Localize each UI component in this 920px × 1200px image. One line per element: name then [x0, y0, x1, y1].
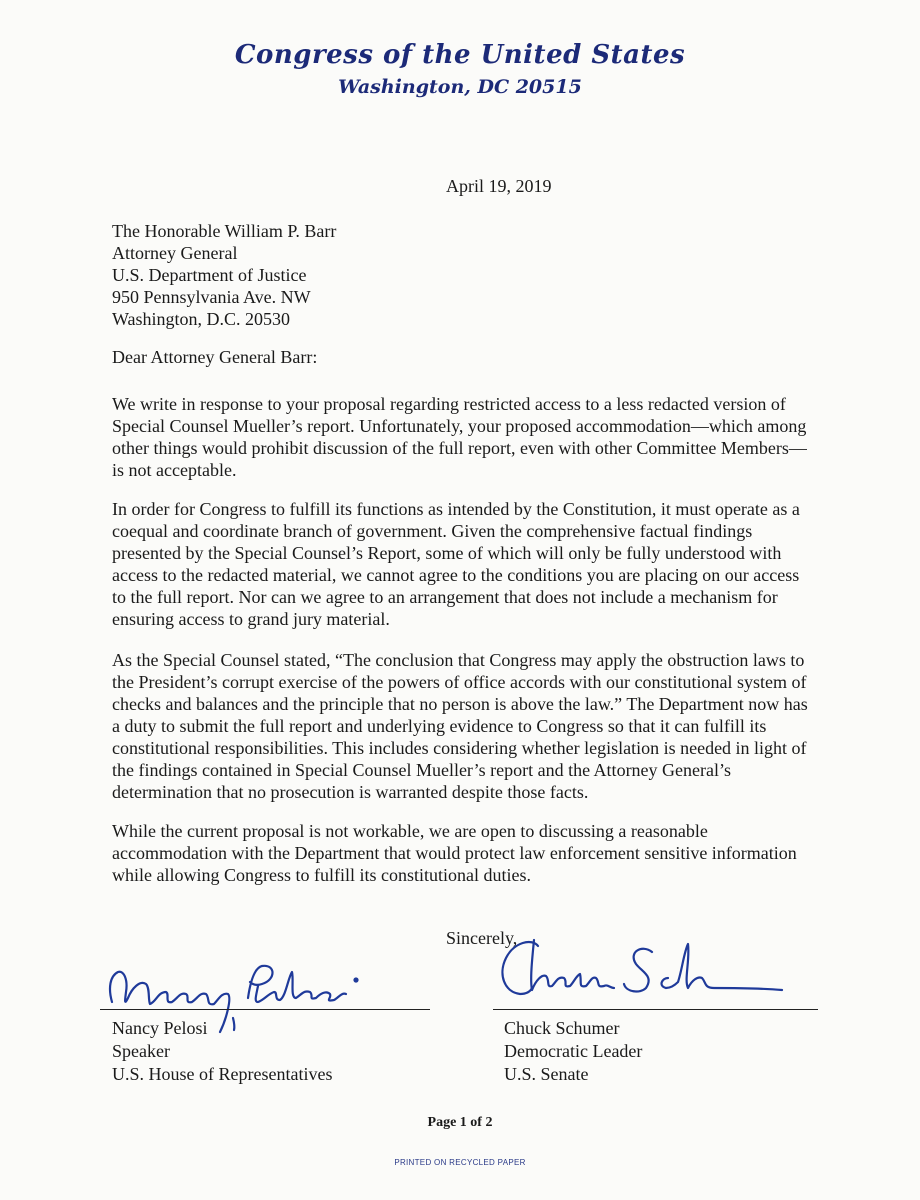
paragraph-line: is not acceptable.: [112, 460, 237, 480]
signatory-name: Nancy Pelosi: [112, 1018, 208, 1038]
signatory-org: U.S. Senate: [504, 1064, 589, 1084]
paragraph-line: to the full report. Nor can we agree to an arrangement that does not include a mechanism for: [112, 587, 778, 607]
body-paragraph: [112, 820, 832, 886]
paragraph-line: accommodation with the Department that would protect law enforcement sensitive information: [112, 843, 797, 863]
paragraph-line: the President’s corrupt exercise of the powers of office accords with our constitutional system of: [112, 672, 807, 692]
paragraph-line: determination that no prosecution is warranted despite those facts.: [112, 782, 589, 802]
paragraph-line: while allowing Congress to fulfill its constitutional duties.: [112, 865, 531, 885]
paragraph-line: Special Counsel Mueller’s report. Unfortunately, your proposed accommodation—which among: [112, 416, 807, 436]
letter-date: April 19, 2019: [446, 176, 552, 196]
body-paragraph: [112, 393, 832, 481]
recycled-paper-footer: PRINTED ON RECYCLED PAPER: [394, 1158, 526, 1167]
signature-line: [493, 1009, 818, 1010]
paragraph-line: In order for Congress to fulfill its functions as intended by the Constitution, it must operate as a: [112, 499, 800, 519]
recipient-address: [112, 220, 336, 330]
paragraph-line: other things would prohibit discussion of the full report, even with other Committee Members—: [112, 438, 807, 458]
recipient-line: U.S. Department of Justice: [112, 265, 307, 285]
signatory-name: Chuck Schumer: [504, 1018, 620, 1038]
paragraph-line: the findings contained in Special Counsel Mueller’s report and the Attorney General’s: [112, 760, 732, 780]
signatory-title: Democratic Leader: [504, 1041, 643, 1061]
signatory-org: U.S. House of Representatives: [112, 1064, 333, 1084]
page-number: Page 1 of 2: [427, 1115, 493, 1130]
recipient-line: Attorney General: [112, 243, 238, 263]
paragraph-line: As the Special Counsel stated, “The conclusion that Congress may apply the obstruction laws to: [112, 650, 805, 670]
closing: Sincerely,: [446, 928, 518, 948]
schumer-signature-icon: [486, 930, 786, 1010]
paragraph-line: While the current proposal is not workable, we are open to discussing a reasonable: [112, 821, 708, 841]
signatory-schumer: [504, 1017, 642, 1086]
recipient-line: 950 Pennsylvania Ave. NW: [112, 287, 311, 307]
paragraph-line: presented by the Special Counsel’s Report, some of which will only be fully understood with: [112, 543, 782, 563]
recipient-line: Washington, D.C. 20530: [112, 309, 291, 329]
body-paragraph: [112, 649, 832, 803]
paragraph-line: access to the redacted material, we cannot agree to the conditions you are placing on our access: [112, 565, 800, 585]
salutation: Dear Attorney General Barr:: [112, 347, 318, 367]
paragraph-line: coequal and coordinate branch of government. Given the comprehensive factual findings: [112, 521, 753, 541]
paragraph-line: checks and balances and the principle that no person is above the law.” The Department now has: [112, 694, 808, 714]
body-paragraph: [112, 498, 832, 630]
paragraph-line: We write in response to your proposal regarding restricted access to a less redacted version of: [112, 394, 786, 414]
letterhead-title: Congress of the United States: [234, 40, 686, 70]
paragraph-line: ensuring access to grand jury material.: [112, 609, 390, 629]
signatory-pelosi: [112, 1017, 332, 1086]
signatory-title: Speaker: [112, 1041, 170, 1061]
paragraph-line: a duty to submit the full report and underlying evidence to Congress so that it can fulfill its: [112, 716, 767, 736]
letterhead-subtitle: Washington, DC 20515: [338, 76, 582, 98]
recipient-line: The Honorable William P. Barr: [112, 221, 337, 241]
signature-line: [100, 1009, 430, 1010]
paragraph-line: constitutional responsibilities. This includes considering whether legislation is needed in light of: [112, 738, 807, 758]
